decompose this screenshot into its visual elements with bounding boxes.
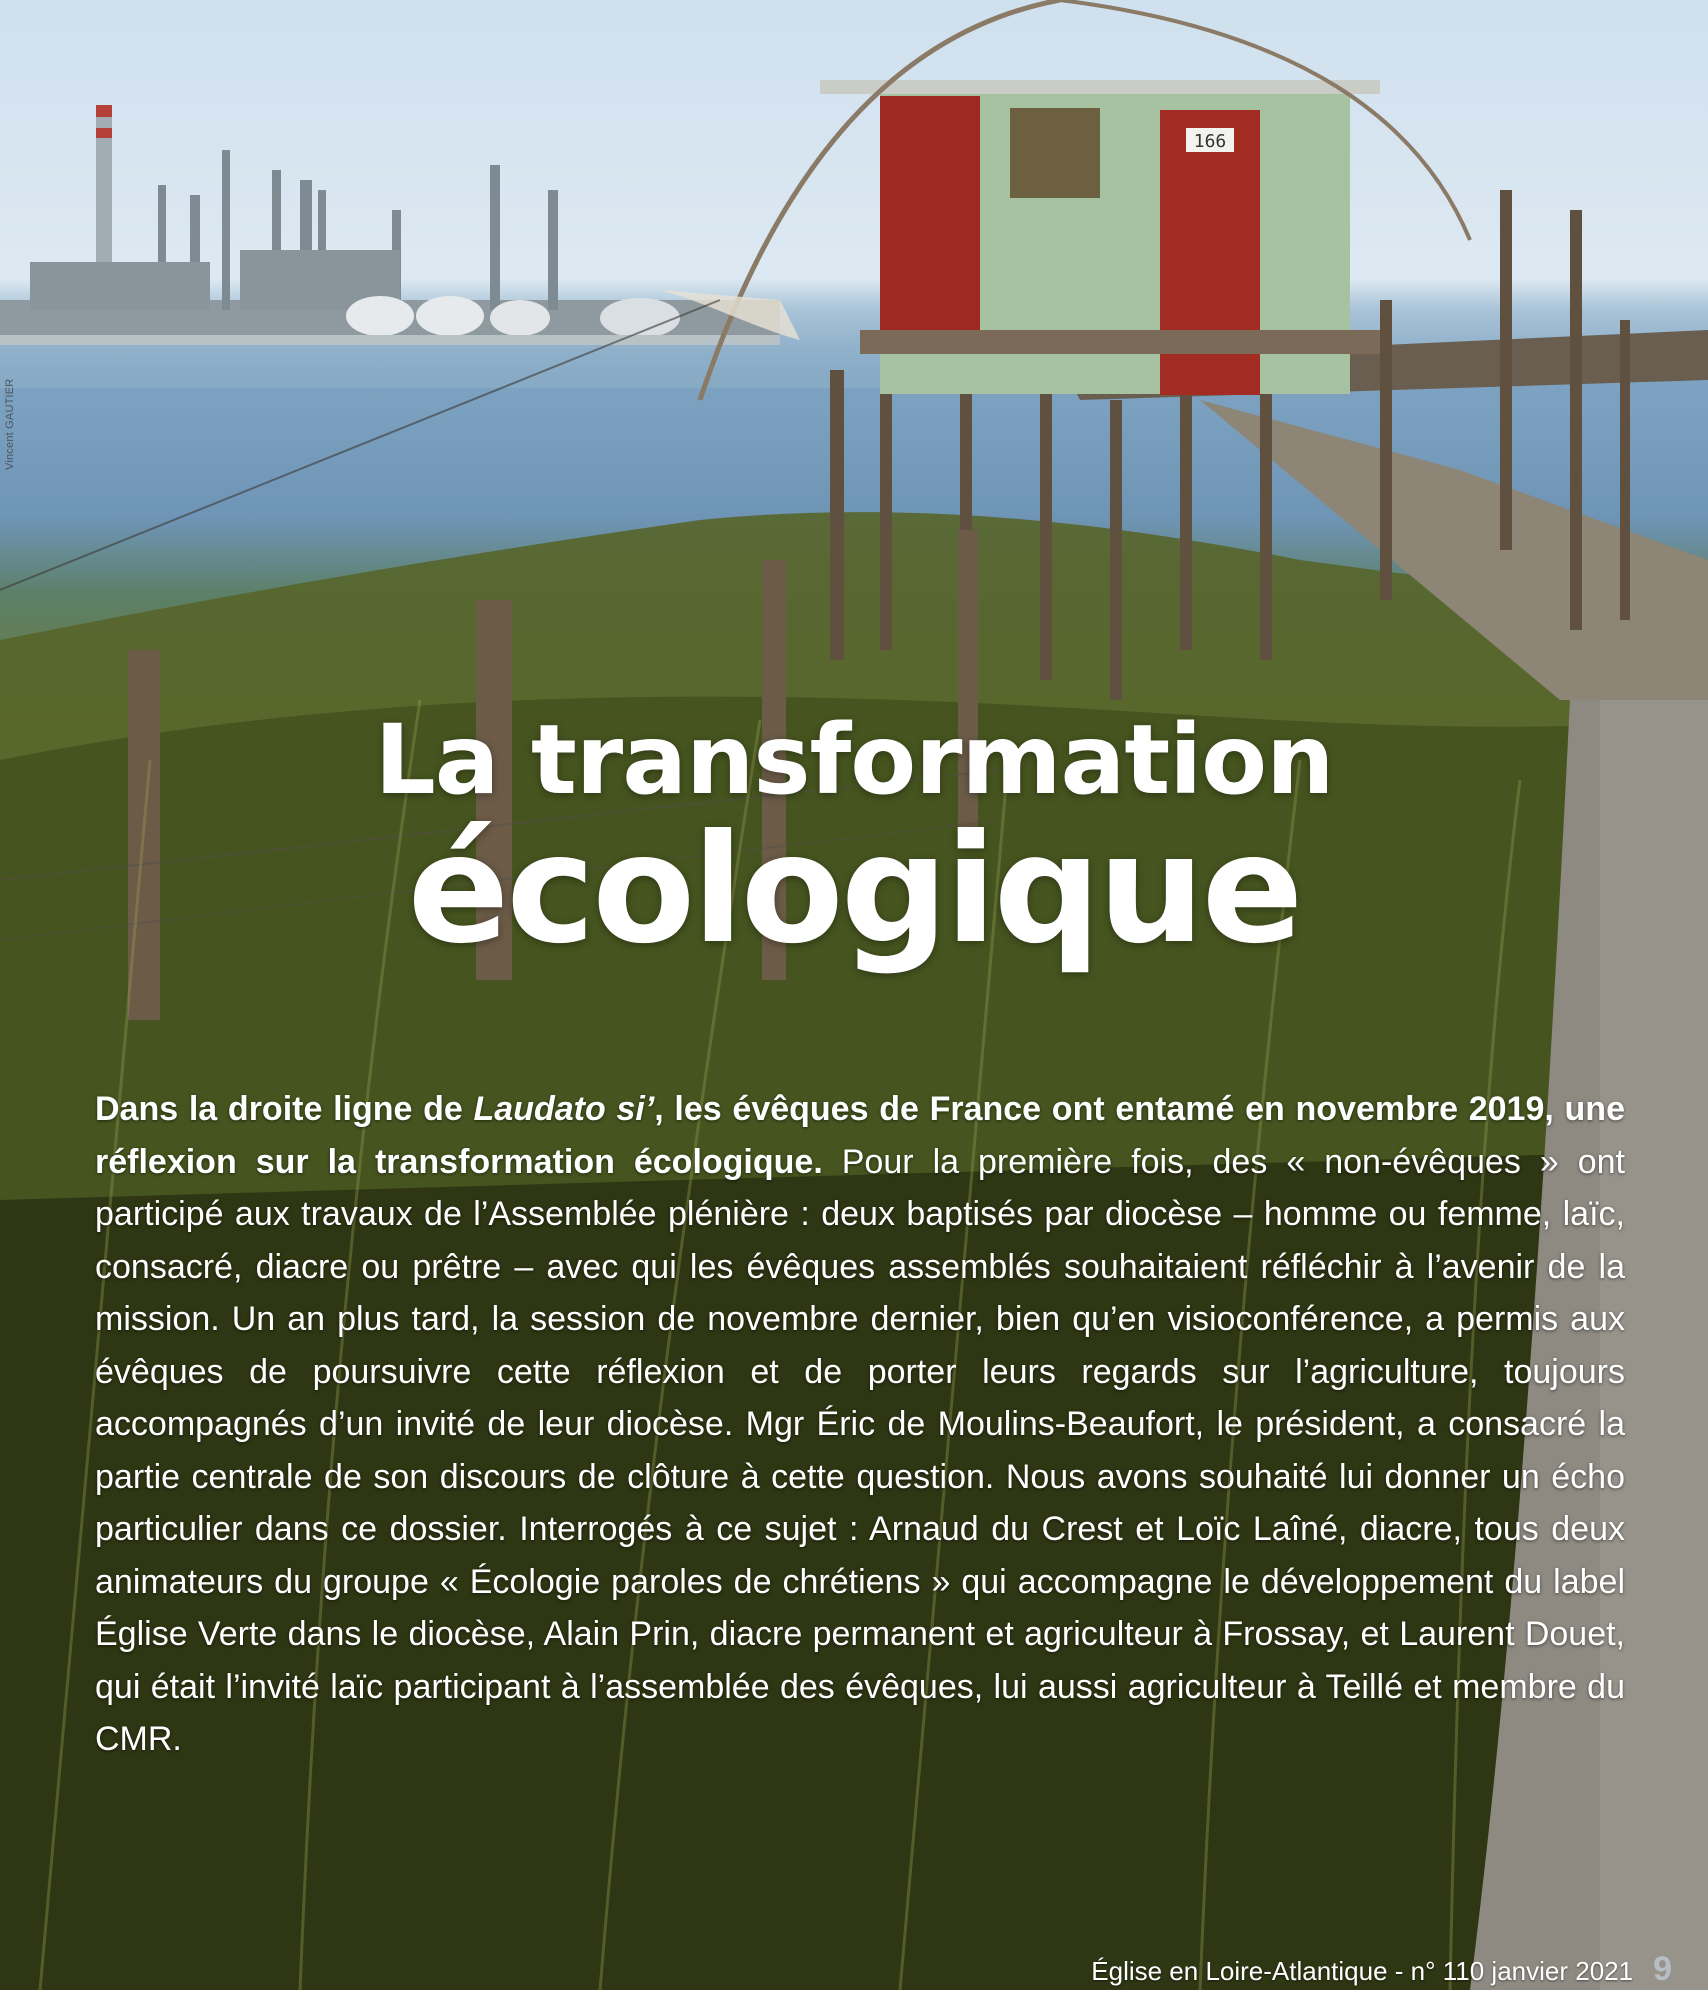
intro-body: Pour la première fois, des « non-évêques » ont participé aux travaux de l’Assemblée plénière : deux baptisés par diocèse – homme ou femme, laïc, consacré, diacre ou prêtre – avec qui les évêques assemblés souhaitaient réfléchir à l’avenir de la mission. Un an plus tard, la session de novembre dernier, bien qu’en visioconférence, a permis aux évêques de poursuivre cette réflexion et de porter leurs regards sur l’agriculture, toujours accompagnés d’un invité de leur diocèse. Mgr Éric de Moulins-Beaufort, le président, a consacré la partie centrale de son discours de clôture à cette question. Nous avons souhaité lui donner un écho particulier dans ce dossier. Interrogés à ce sujet : Arnaud du Crest et Loïc Laîné, diacre, tous deux animateurs du groupe « Écologie paroles de chrétiens » qui accompagne le développement du label Église Verte dans le diocèse, Alain Prin, diacre permanent et agriculteur à Frossay, et Laurent Douet, qui était l’invité laïc participant à l’assemblée des évêques, lui aussi agriculteur à Teillé et membre du CMR. (95, 1142, 1625, 1758)
lead-text-after: , les évêques de France ont entamé en novembre 2019, une réflexion sur la transformation écologique. (95, 1090, 1625, 1181)
page-number: 9 (1653, 1950, 1672, 1988)
hut-number: 166 (1193, 131, 1227, 152)
refinery-skyline (0, 105, 780, 345)
water-reflection (0, 348, 900, 388)
photo-credit: Vincent GAUTIER (4, 378, 16, 470)
headline-line-2: écologique (407, 803, 1301, 977)
lead-text-before: Dans la droite ligne de (95, 1090, 474, 1128)
intro-paragraph (95, 1083, 1625, 1766)
headline-line-1: La transformation (374, 704, 1334, 816)
page-footer (1091, 1950, 1672, 1986)
encyclical-title: Laudato si’ (473, 1090, 655, 1128)
fishing-hut (820, 80, 1380, 395)
publication-info: Église en Loire-Atlantique - n° 110 janvier 2021 (1091, 1956, 1634, 1986)
